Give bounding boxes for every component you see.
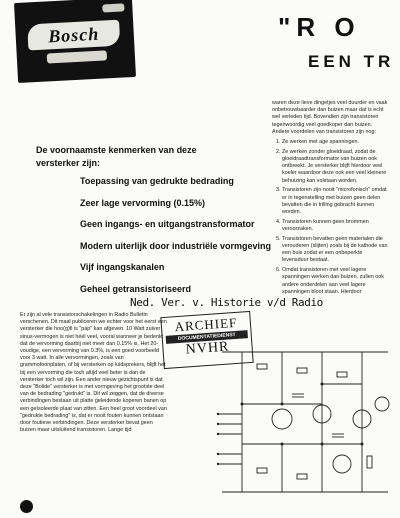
feature-item: Vijf ingangskanalen xyxy=(80,262,165,272)
logo-text: Bosch xyxy=(47,23,100,47)
advantage-item: 2. Ze werken zonder gloeidraad, zodat de gloeidraadtransformator van buizen ook ontbreekt. Je versterker blijft hierdoor veel koeler waardoor deze ook een veel kleinere behuizing kan volstaan worden. xyxy=(282,149,388,185)
feature-item: Modern uiterlijk door industriële vormgeving xyxy=(80,240,272,251)
advantages-list xyxy=(272,139,388,296)
feature-item: Geheel getransistoriseerd xyxy=(80,283,192,294)
magazine-logo xyxy=(14,0,136,83)
features-intro-line2: versterker zijn: xyxy=(36,158,101,168)
article-title-line2: EEN TR xyxy=(308,52,395,71)
feature-item: Geen ingangs- en uitgangstransformator xyxy=(80,219,255,229)
features-intro xyxy=(36,144,197,170)
advantage-item: 4. Transistoren kunnen geen brommen veroorzaken. xyxy=(282,219,388,233)
right-column xyxy=(272,100,388,299)
left-column xyxy=(20,312,168,434)
advantage-item: 3. Transistoren zijn nooit "microfonisch" omdat er in tegenstelling met buizen geen delen bevatten die in trilling gebracht kunnen worden. xyxy=(282,187,388,216)
advantage-item: 5. Transistoren bevatten geen materialen die verouderen (slijten) zoals bij de kathode van een buis zodat er een onbeperkte levensduur bestaat. xyxy=(282,236,388,265)
circuit-schematic xyxy=(212,344,394,498)
right-column-intro: waren deze lieve dingetjes veel duurder en vaak onbetrouwbaarder dan buizen maar dat is echt wel verleden tijd. Bovendien zijn transistoren tegenwoordig veel goedkoper dan buizen. Andere voordelen van transistoren zijn nog: xyxy=(272,100,388,135)
article-title-line1: "R O xyxy=(278,12,361,42)
feature-item: Toepassing van gedrukte bedrading xyxy=(80,176,234,186)
features-intro-line1: De voornaamste kenmerken van deze xyxy=(36,145,197,155)
bullet-dot xyxy=(20,500,33,513)
stamp-line3: NVHR xyxy=(185,339,230,358)
feature-item: Zeer lage vervorming (0.15%) xyxy=(80,197,206,208)
features-list xyxy=(80,176,271,305)
left-column-text: Er zijn al vele transistorschakelingen in Radio Bulletin verschenen. Dit maal publiceren we echter voor het eerst een versterker die hoo(g)fi is "pap" kan afgeven. 10 Watt zuiver sinus-vermogen is niet héél veel, vooral wanneer je bedenkt dat de vervorming daarbij niet meer dan 0.15% is. Het 20-voudige, een vervorming van 0.3%, is een goed voorbeeld voor 3 watt. In alle vervormingen, zoals van grammofoonplaten, of bij versterken op luidsprekers, blijft het bij een vervorming die toch altijd veel beter is dan de versterker toch wil zijn. Een ander nieuw gezichtspunt is dat deze "Bolide" versterker is met vormgeving het grootste deel van de bedrading "gedrukt" is. Dit wil zeggen, dat de diverse verbindingen bestaan uit platte geleidende koperen banen op een geïsoleerde plaat van zitten. Een heel groot voordeel van "gedrukte bedrading" is, dat er nooit fouten kunnen ontstaan door foutieve verbindingen. Deze versterker bevat geen buizen maar uitsluitend transistoren. Lange tijd xyxy=(20,312,167,434)
stamp-line2: DOCUMENTATIEDIENST xyxy=(166,330,248,344)
advantage-item: 6. Omdat transistoren met veel lagere spanningen werken dan buizen, zullen ook andere onderdelen aan veel lagere spanningen bloot staan. Hierdoor xyxy=(282,267,388,296)
advantage-item: 1. Ze werken met age spanningen. xyxy=(282,139,388,146)
stamp-line1: ARCHIEF xyxy=(174,314,238,335)
archive-line: Ned. Ver. v. Historie v/d Radio xyxy=(130,296,323,309)
